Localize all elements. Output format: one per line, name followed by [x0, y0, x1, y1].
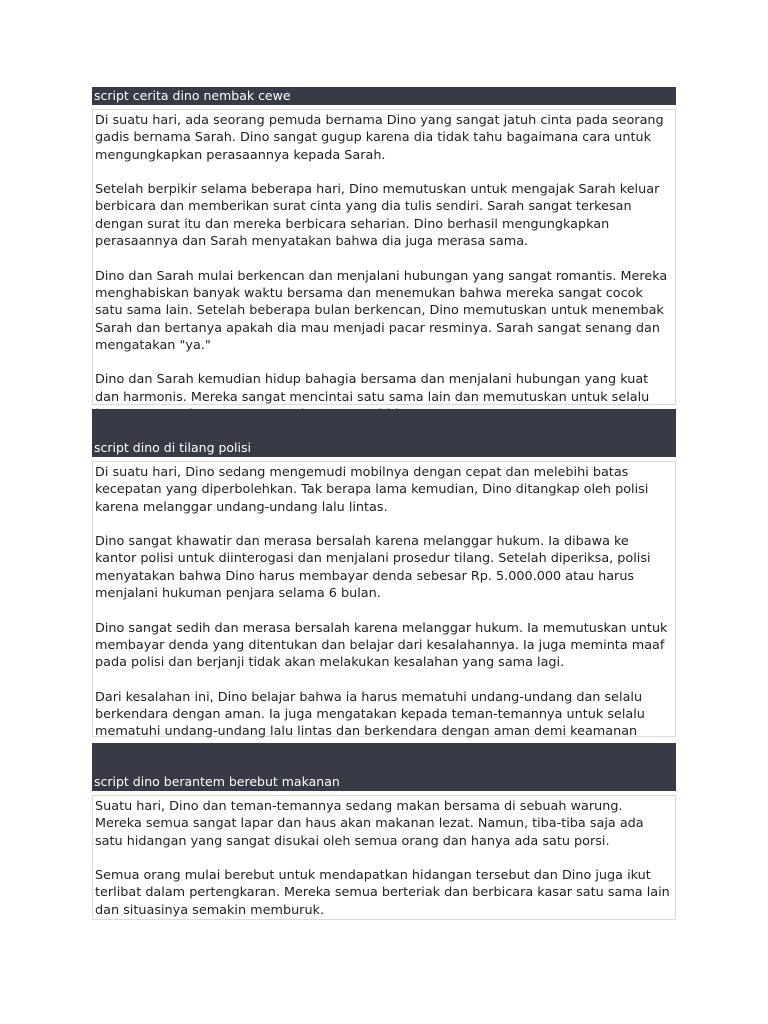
- section-berebut-makanan: [92, 743, 676, 920]
- section-title: script dino berantem berebut makanan: [94, 774, 340, 789]
- paragraph: Dino dan Sarah kemudian hidup bahagia bersama dan menjalani hubungan yang kuat dan harmonis. Mereka sangat mencintai satu sama lain dan memutuskan untuk selalu: [95, 372, 650, 405]
- paragraph: Setelah berpikir selama beberapa hari, Dino memutuskan untuk mengajak Sarah keluar berbicara dan memberikan surat cinta yang dia tulis sendiri. Sarah sangat terkesan dengan surat itu dan mereka berbicara seharian. Dino berhasil mengungkapkan perasaannya dan Sarah menyatakan bahwa dia juga merasa sama.: [95, 182, 660, 250]
- section-body: [92, 109, 676, 405]
- section-header: [92, 743, 676, 791]
- section-header: [92, 409, 676, 457]
- section-title: script dino di tilang polisi: [94, 440, 251, 455]
- paragraph: Di suatu hari, ada seorang pemuda bernama Dino yang sangat jatuh cinta pada seorang gadis bernama Sarah. Dino sangat gugup karena dia tidak tahu bagaimana cara untuk mengungkapkan perasaannya kepada Sarah.: [95, 113, 664, 163]
- section-tilang-polisi: [92, 409, 676, 740]
- section-title: script cerita dino nembak cewe: [94, 88, 291, 103]
- paragraph: Dino dan Sarah mulai berkencan dan menjalani hubungan yang sangat romantis. Mereka menghabiskan banyak waktu bersama dan menemukan bahwa mereka sangat cocok satu sama lain. Setelah beberapa bulan berkencan, Dino memutuskan untuk menembak Sarah dan bertanya apakah dia mau menjadi pacar resminya. Sarah sangat senang dan mengatakan "ya.": [95, 268, 668, 353]
- paragraph: Suatu hari, Dino dan teman-temannya sedang makan bersama di sebuah warung. Mereka semua sangat lapar dan haus akan makanan lezat. Namun, tiba-tiba saja ada satu hidangan yang sangat disukai oleh semua orang dan hanya ada satu porsi.: [95, 799, 644, 849]
- paragraph: Dino sangat sedih dan merasa bersalah karena melanggar hukum. Ia memutuskan untuk membayar denda yang ditentukan dan belajar dari kesalahannya. Ia juga meminta maaf pada polisi dan berjanji tidak akan melakukan kesalahan yang sama lagi.: [95, 620, 668, 671]
- section-body: [92, 461, 676, 740]
- paragraph: Di suatu hari, Dino sedang mengemudi mobilnya dengan cepat dan melebihi batas kecepatan yang diperbolehkan. Tak berapa lama kemudian, Dino ditangkap oleh polisi karena melanggar undang-undang lalu lintas.: [95, 465, 649, 515]
- section-header: [92, 87, 676, 105]
- section-body: [92, 795, 676, 920]
- paragraph: Dino sangat khawatir dan merasa bersalah karena melanggar hukum. Ia dibawa ke kantor polisi untuk diinterogasi dan menjalani prosedur tilang. Setelah diperiksa, polisi menyatakan bahwa Dino harus membayar denda sebesar Rp. 5.000.000 atau harus menjalani hukuman penjara selama 6 bulan.: [95, 534, 651, 602]
- paragraph: Dari kesalahan ini, Dino belajar bahwa ia harus mematuhi undang-undang dan selalu berkendara dengan aman. Ia juga mengatakan kepada teman-temannya untuk selalu mematuhi undang-undang lalu lintas dan berkendara dengan aman demi keamanan: [95, 689, 645, 740]
- paragraph: Semua orang mulai berebut untuk mendapatkan hidangan tersebut dan Dino juga ikut terlibat dalam pertengkaran. Mereka semua berteriak dan berbicara kasar satu sama lain dan situasinya semakin memburuk.: [95, 868, 670, 918]
- section-cerita-nembak: [92, 87, 676, 405]
